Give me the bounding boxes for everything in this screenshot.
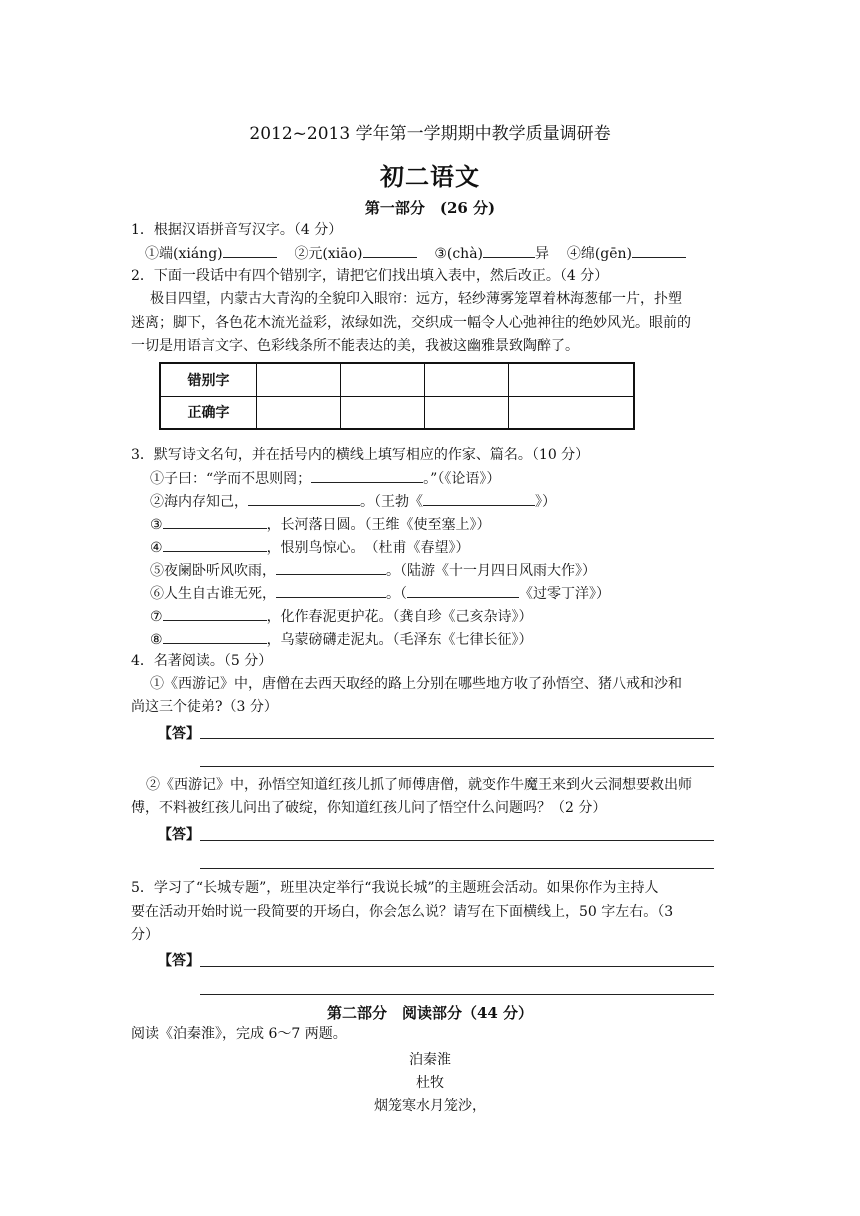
q1-items	[145, 243, 686, 264]
q1-item-1: ①端(xiáng)	[145, 246, 223, 262]
part2-heading: 第二部分 阅读部分（44 分）	[326, 1004, 534, 1022]
q3-blank-3[interactable]	[163, 514, 267, 529]
q4-answer-label-2: 【答】	[158, 827, 200, 843]
q3-prompt: 3．默写诗文名句，并在括号内的横线上填写相应的作家、篇名。（10 分）	[131, 447, 590, 463]
q5-line-3: 分）	[131, 927, 159, 943]
q3-line-2-text-c: 》）	[535, 494, 556, 510]
q2-passage-line-1: 极目四望，内蒙古大青沟的全貌印入眼帘：远方，轻纱薄雾笼罩着林海葱郁一片，扑塑	[150, 291, 682, 307]
q3-line-1-text-a: ①子曰：“学而不思则罔；	[150, 471, 312, 487]
table-cell[interactable]	[508, 363, 634, 396]
q3-line-2	[150, 491, 556, 512]
q3-line-8-text-a: ⑧	[150, 632, 163, 648]
q1-item-3-suffix: 异	[535, 246, 550, 262]
q4-answer-label-1: 【答】	[158, 726, 200, 742]
table-cell[interactable]	[340, 363, 424, 396]
q3-line-3-text-a: ③	[150, 517, 163, 533]
table-cell[interactable]	[340, 396, 424, 429]
part1-heading: 第一部分 (26 分)	[364, 199, 496, 217]
q3-line-6-text-a: ⑥人生自古谁无死，	[150, 586, 276, 602]
q5-line-2: 要在活动开始时说一段简要的开场白，你会怎么说？请写在下面横线上，50 字左右。（3	[131, 904, 674, 920]
q3-line-5-text-a: ⑤夜阑卧听风吹雨，	[150, 563, 276, 579]
q3-blank-8[interactable]	[163, 629, 267, 644]
subject-title: 初二语文	[380, 162, 480, 191]
table-cell[interactable]	[257, 396, 341, 429]
q3-line-6-text-b: 。（	[386, 586, 407, 602]
q3-blank-5[interactable]	[276, 560, 386, 575]
q3-line-4-text-a: ④	[150, 540, 163, 556]
q5-answer-label: 【答】	[158, 953, 200, 969]
table-cell[interactable]	[424, 363, 508, 396]
q3-line-2-text-b: 。（王勃《	[360, 494, 423, 510]
q3-line-3	[150, 514, 491, 535]
q4-sub2-line-2: 傅，不料被红孩儿问出了破绽，你知道红孩儿问了悟空什么问题吗？（2 分）	[131, 800, 607, 816]
q3-blank-1[interactable]	[311, 468, 423, 483]
q1-blank-2[interactable]	[363, 243, 417, 258]
q2-passage-line-2: 迷离；脚下，各色花木流光益彩，浓绿如洗，交织成一幅令人心弛神往的绝妙风光。眼前的	[131, 315, 691, 331]
q3-line-7-text-b: ，化作春泥更护花。（龚自珍《己亥杂诗》）	[266, 609, 533, 625]
q3-line-5-text-b: 。（陆游《十一月四日风雨大作》）	[386, 563, 596, 579]
q3-line-6	[150, 583, 610, 604]
q3-blank-2[interactable]	[248, 491, 360, 506]
q4-answer-line-2[interactable]	[200, 766, 714, 767]
q5-answer-line-2[interactable]	[200, 994, 714, 995]
q3-blank-6b[interactable]	[407, 583, 519, 598]
q3-line-5	[150, 560, 596, 581]
q3-line-8-text-b: ，乌蒙磅礴走泥丸。（毛泽东《七律长征》）	[266, 632, 533, 648]
part2-intro: 阅读《泊秦淮》，完成 6～7 两题。	[131, 1026, 347, 1042]
poem-line-1: 烟笼寒水月笼沙，	[374, 1098, 486, 1114]
poem-author: 杜牧	[416, 1075, 444, 1091]
q4-answer-line-3[interactable]	[200, 840, 714, 841]
q1-item-3: ③(chà)	[434, 246, 484, 262]
q1-blank-3[interactable]	[483, 243, 535, 258]
poem-title: 泊秦淮	[409, 1052, 451, 1068]
q2-passage-line-3: 一切是用语言文字、色彩线条所不能表达的美，我被这幽雅景致陶醉了。	[131, 338, 579, 354]
table-header-wrong: 错别字	[160, 363, 257, 396]
exam-title: 2012~2013 学年第一学期期中教学质量调研卷	[249, 124, 611, 144]
q4-prompt: 4．名著阅读。（5 分）	[131, 653, 273, 669]
q5-answer-line-1[interactable]	[200, 966, 714, 967]
q4-sub1-line-2: 尚这三个徒弟?（3 分）	[131, 699, 278, 715]
q3-line-7	[150, 606, 533, 627]
q3-blank-7[interactable]	[163, 606, 267, 621]
q3-line-4	[150, 537, 470, 558]
q3-line-3-text-b: ，长河落日圆。（王维《使至塞上》）	[266, 517, 491, 533]
q3-line-7-text-a: ⑦	[150, 609, 163, 625]
table-header-correct: 正确字	[160, 396, 257, 429]
q1-prompt: 1．根据汉语拼音写汉字。（4 分）	[131, 222, 343, 238]
q4-sub2-line-1: ②《西游记》中，孙悟空知道红孩儿抓了师傅唐僧，就变作牛魔王来到火云洞想要救出师	[146, 777, 692, 793]
table-cell[interactable]	[424, 396, 508, 429]
q3-blank-2b[interactable]	[423, 491, 535, 506]
q3-line-2-text-a: ②海内存知己，	[150, 494, 248, 510]
table-cell[interactable]	[508, 396, 634, 429]
q3-line-4-text-b: ，恨别鸟惊心。 （杜甫《春望》）	[266, 540, 470, 556]
q2-prompt: 2．下面一段话中有四个错别字，请把它们找出填入表中，然后改正。（4 分）	[131, 268, 609, 284]
error-correction-table	[159, 362, 635, 430]
q4-sub1-line-1: ①《西游记》中，唐僧在去西天取经的路上分别在哪些地方收了孙悟空、猪八戒和沙和	[150, 676, 682, 692]
q3-line-1-text-b: 。”（《论语》）	[423, 471, 501, 487]
q1-blank-1[interactable]	[223, 243, 277, 258]
q3-line-6-text-c: 《过零丁洋》）	[519, 586, 610, 602]
q1-item-4: ④绵(gēn)	[566, 246, 633, 262]
q3-blank-6[interactable]	[276, 583, 386, 598]
table-cell[interactable]	[257, 363, 341, 396]
q4-answer-line-4[interactable]	[200, 868, 714, 869]
q1-item-2: ②元(xiāo)	[294, 246, 363, 262]
q3-line-1	[150, 468, 500, 489]
q4-answer-line-1[interactable]	[200, 738, 714, 739]
q5-line-1: 5．学习了“长城专题”，班里决定举行“我说长城”的主题班会活动。如果你作为主持人	[131, 880, 659, 896]
q3-line-8	[150, 629, 533, 650]
q1-blank-4[interactable]	[632, 243, 686, 258]
q3-blank-4[interactable]	[163, 537, 267, 552]
